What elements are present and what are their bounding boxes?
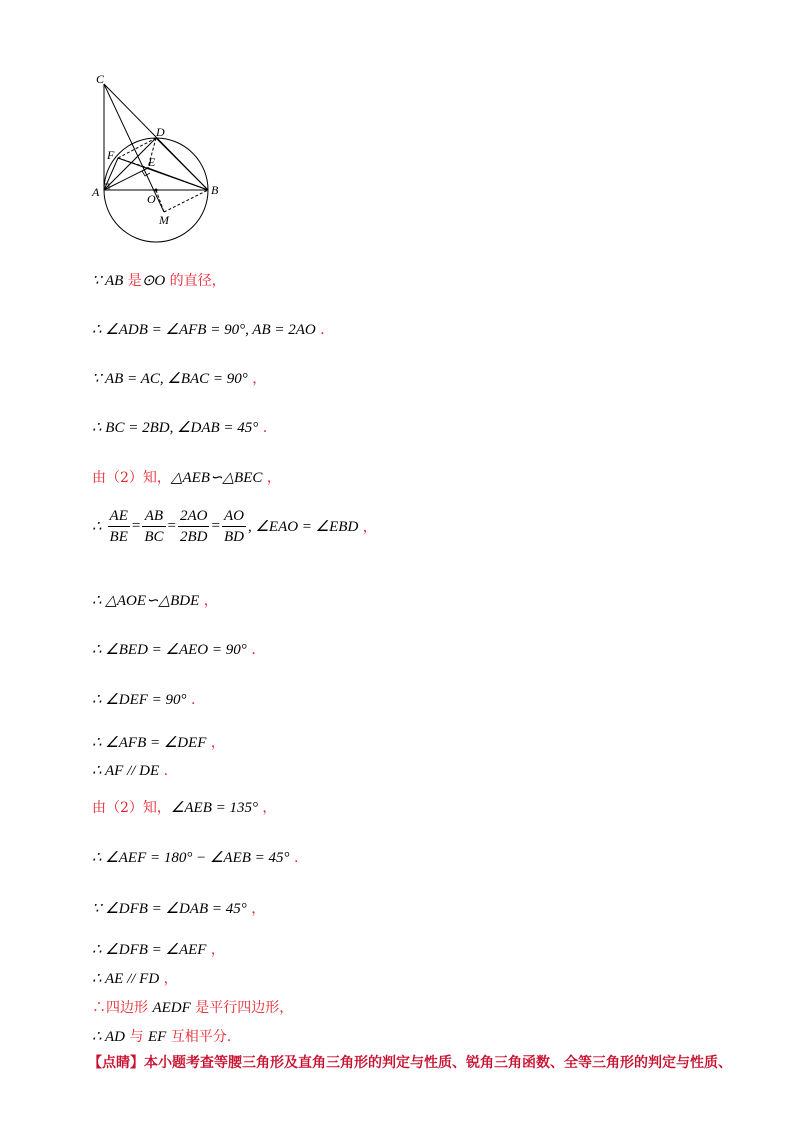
geometry-figure: [86, 72, 236, 252]
annotation-text: .: [258, 420, 268, 436]
math-expression: ∴ △AOE∽△BDE: [92, 593, 200, 609]
math-expression: ∵ AB = AC, ∠BAC = 90°: [92, 371, 248, 387]
annotation-text: ，: [206, 735, 225, 751]
math-expression: ∵ AB: [92, 273, 124, 289]
solution-line: [92, 848, 298, 867]
solution-line: [92, 368, 266, 388]
annotation-text: ∴四边形: [92, 1000, 153, 1016]
fraction-denominator: BE: [109, 529, 128, 545]
annotation-text: .: [246, 642, 256, 658]
math-expression: , ∠EAO = ∠EBD: [247, 519, 359, 535]
solution-line: [92, 761, 168, 780]
segment-bd: [156, 138, 208, 190]
solution-line: [92, 418, 267, 437]
label-f: F: [107, 148, 115, 162]
annotation-text: .: [315, 322, 325, 338]
label-o: O: [147, 192, 156, 206]
math-expression: ∴ ∠AEF = 180° − ∠AEB = 45°: [92, 850, 290, 866]
fraction: [222, 506, 246, 547]
solution-line: [92, 997, 293, 1017]
math-expression: ∴ ∠ADB = ∠AFB = 90°, AB = 2AO: [92, 322, 316, 338]
math-expression: ∴ BC = 2BD, ∠DAB = 45°: [92, 420, 259, 436]
annotation-text: .: [186, 692, 196, 708]
solution-line: [92, 590, 218, 610]
label-m: M: [159, 213, 169, 227]
annotation-text: 的直径，: [165, 273, 226, 289]
solution-line: [92, 797, 276, 817]
fraction-denominator: BC: [144, 529, 164, 545]
solution-line: [92, 506, 377, 547]
equals-sign: =: [211, 518, 220, 534]
equals-sign: =: [131, 518, 141, 534]
fraction-numerator: AO: [222, 506, 246, 527]
solution-line: [88, 1052, 732, 1072]
fraction-numerator: 2AO: [178, 506, 210, 527]
math-expression: ∠AEB = 135°: [170, 800, 258, 816]
solution-line: [92, 270, 226, 290]
math-expression: EF: [147, 1029, 167, 1045]
fraction-numerator: AE: [108, 506, 130, 527]
label-e: E: [148, 155, 156, 169]
annotation-text: ，: [246, 901, 266, 917]
label-d: D: [156, 125, 165, 139]
solution-line: [92, 898, 265, 918]
annotation-text: 是: [123, 273, 142, 289]
annotation-text: ，: [199, 593, 218, 609]
annotation-text: ，: [262, 470, 281, 486]
annotation-text: ，: [247, 371, 267, 387]
solution-line: [92, 732, 225, 752]
solution-line: [92, 939, 225, 959]
annotation-text: .: [159, 763, 169, 779]
annotation-text: ，: [358, 519, 377, 536]
label-a: A: [92, 185, 100, 199]
annotation-text: ，: [206, 942, 225, 958]
annotation-text: ，: [159, 971, 178, 987]
dashed-mb: [164, 190, 208, 212]
annotation-text: .: [289, 850, 299, 866]
annotation-text: 由（2）知，: [92, 470, 171, 486]
equals-sign: =: [167, 518, 176, 534]
fraction: [108, 506, 130, 547]
segment-eb: [148, 168, 208, 190]
math-expression: ∴ AD: [92, 1029, 126, 1045]
label-b: B: [211, 183, 219, 197]
fraction-denominator: 2BD: [179, 529, 208, 545]
math-expression: ∴ ∠BED = ∠AEO = 90°: [92, 642, 247, 658]
solution-line: [92, 1026, 231, 1046]
fraction: [142, 506, 165, 547]
solution-line: [92, 690, 195, 709]
math-expression: ∴ ∠DFB = ∠AEF: [92, 942, 207, 958]
math-expression: ∴ ∠DEF = 90°: [92, 692, 187, 708]
label-c: C: [96, 72, 105, 86]
fraction-denominator: BD: [223, 529, 244, 545]
annotation-text: 由（2）知，: [92, 800, 171, 816]
solution-line: [92, 968, 178, 988]
solution-line: [92, 320, 325, 339]
math-expression: ∴ AF // DE: [92, 763, 160, 779]
annotation-text: 【点睛】本小题考查等腰三角形及直角三角形的判定与性质、锐角三角函数、全等三角形的判定与性质、: [88, 1055, 732, 1071]
annotation-text: 互相平分.: [166, 1029, 232, 1045]
math-expression: ∴ AE // FD: [92, 971, 160, 987]
annotation-text: 与: [125, 1029, 148, 1045]
segment-ae: [104, 168, 148, 190]
math-expression: AEDF: [152, 1000, 191, 1016]
solution-line: [92, 467, 281, 487]
fraction: [178, 506, 210, 547]
math-expression: ⊙O: [141, 273, 166, 289]
annotation-text: 是平行四边形，: [190, 1000, 294, 1016]
therefore-symbol: ∴: [92, 519, 102, 535]
math-expression: △AEB∽△BEC: [170, 470, 263, 486]
math-expression: ∴ ∠AFB = ∠DEF: [92, 735, 207, 751]
solution-line: [92, 640, 256, 659]
fraction-numerator: AB: [142, 506, 165, 527]
annotation-text: ，: [257, 800, 277, 816]
math-expression: ∵ ∠DFB = ∠DAB = 45°: [92, 901, 247, 917]
